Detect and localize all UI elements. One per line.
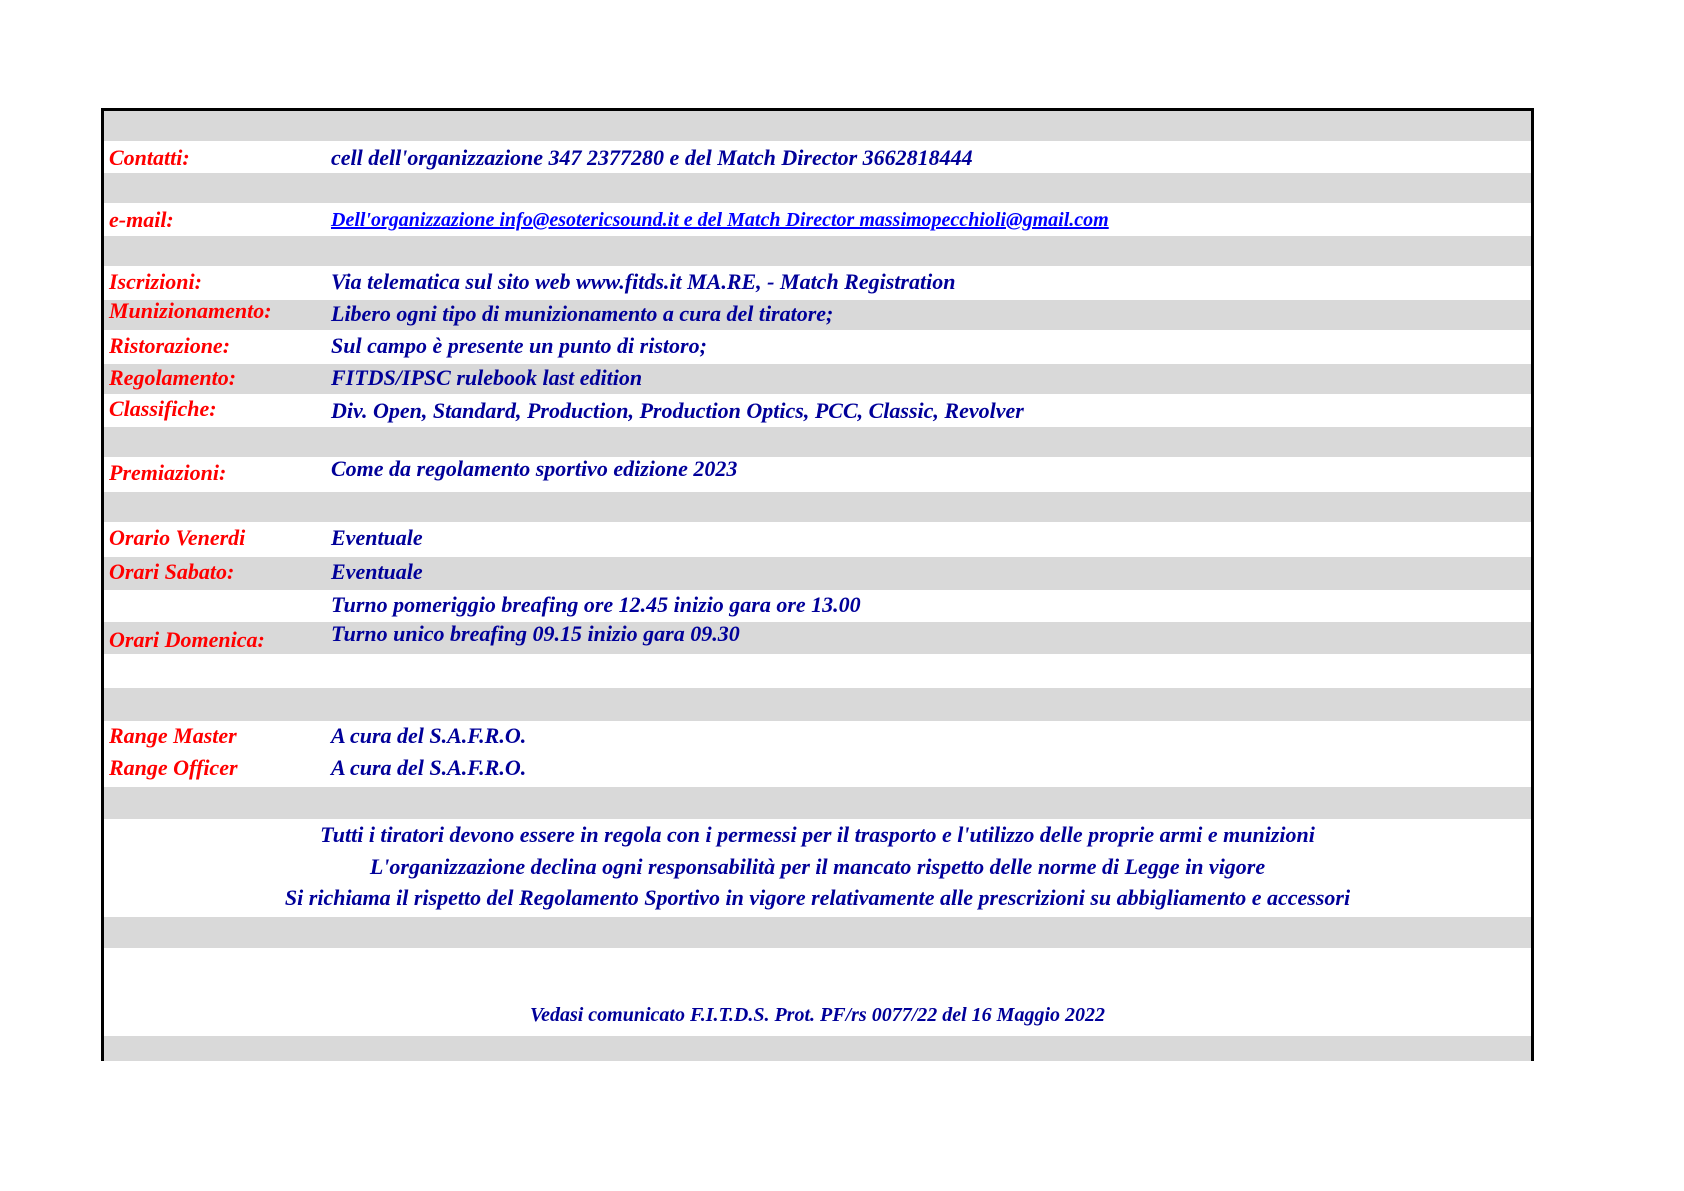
- value-turno-pomeriggio: Turno pomeriggio breafing ore 12.45 inizio gara ore 13.00: [331, 592, 861, 617]
- label-email: e-mail:: [109, 207, 174, 232]
- note-responsabilita: L'organizzazione declina ogni responsabilità per il mancato rispetto delle norme di Legge in vigore: [369, 854, 1266, 879]
- row-premiazioni: [104, 456, 1531, 487]
- label-classifiche: Classifiche:: [109, 396, 217, 421]
- label-munizionamento: Munizionamento:: [109, 298, 272, 323]
- label-range-master: Range Master: [109, 723, 237, 748]
- value-range-master: A cura del S.A.F.R.O.: [331, 723, 527, 748]
- value-contatti: cell dell'organizzazione 347 2377280 e del Match Director 3662818444: [331, 145, 973, 170]
- value-orari-domenica: Turno unico breafing 09.15 inizio gara 09.30: [331, 621, 740, 646]
- row-range-master: [104, 722, 1531, 750]
- row-range-officer: [104, 754, 1531, 782]
- label-contatti: Contatti:: [109, 145, 190, 170]
- footer-comunicato: Vedasi comunicato F.I.T.D.S. Prot. PF/rs 0077/22 del 16 Maggio 2022: [529, 1004, 1106, 1026]
- row-orari-sabato: [104, 558, 1531, 586]
- value-range-officer: A cura del S.A.F.R.O.: [331, 755, 527, 780]
- row-regolamento: [104, 364, 1531, 392]
- row-orario-venerdi: [104, 524, 1531, 552]
- row-classifiche: [104, 395, 1531, 423]
- row-band: [104, 1036, 1531, 1061]
- value-iscrizioni: Via telematica sul sito web www.fitds.it MA.RE, - Match Registration: [331, 269, 956, 294]
- label-orario-venerdi: Orario Venerdi: [109, 525, 246, 550]
- row-band: [104, 427, 1531, 457]
- label-regolamento: Regolamento:: [109, 365, 237, 390]
- value-munizionamento: Libero ogni tipo di munizionamento a cura del tiratore;: [331, 301, 834, 326]
- row-band: [104, 688, 1531, 721]
- value-orario-venerdi: Eventuale: [331, 525, 423, 550]
- row-band: [104, 173, 1531, 203]
- row-orari-domenica: [104, 621, 1531, 652]
- row-band: [104, 492, 1531, 522]
- row-band: [104, 111, 1531, 141]
- value-ristorazione: Sul campo è presente un punto di ristoro;: [331, 333, 707, 358]
- row-band: [104, 917, 1531, 948]
- row-band: [104, 787, 1531, 819]
- label-orari-sabato: Orari Sabato:: [109, 559, 235, 584]
- row-turno-pomeriggio: [104, 591, 1531, 619]
- label-ristorazione: Ristorazione:: [109, 333, 231, 358]
- value-premiazioni: Come da regolamento sportivo edizione 2023: [331, 456, 738, 481]
- row-iscrizioni: [104, 268, 1531, 296]
- info-sheet: [101, 108, 1534, 1061]
- row-contatti: [104, 144, 1531, 172]
- value-regolamento: FITDS/IPSC rulebook last edition: [331, 365, 643, 390]
- label-range-officer: Range Officer: [109, 755, 238, 780]
- value-orari-sabato: Eventuale: [331, 559, 423, 584]
- label-premiazioni: Premiazioni:: [109, 460, 227, 485]
- label-orari-domenica: Orari Domenica:: [109, 627, 265, 652]
- row-ristorazione: [104, 332, 1531, 360]
- email-link[interactable]: Dell'organizzazione info@esotericsound.it e del Match Director massimopecchioli@gmail.com: [331, 209, 1109, 231]
- row-band: [104, 236, 1531, 266]
- row-munizionamento: [104, 297, 1531, 325]
- note-regolamento: Si richiama il rispetto del Regolamento Sportivo in vigore relativamente alle prescrizioni su abbigliamento e accessori: [284, 885, 1351, 910]
- label-iscrizioni: Iscrizioni:: [109, 269, 202, 294]
- row-email: [104, 206, 1531, 234]
- note-permessi: Tutti i tiratori devono essere in regola con i permessi per il trasporto e l'utilizzo delle proprie armi e munizioni: [320, 822, 1315, 847]
- value-classifiche: Div. Open, Standard, Production, Production Optics, PCC, Classic, Revolver: [331, 398, 1024, 423]
